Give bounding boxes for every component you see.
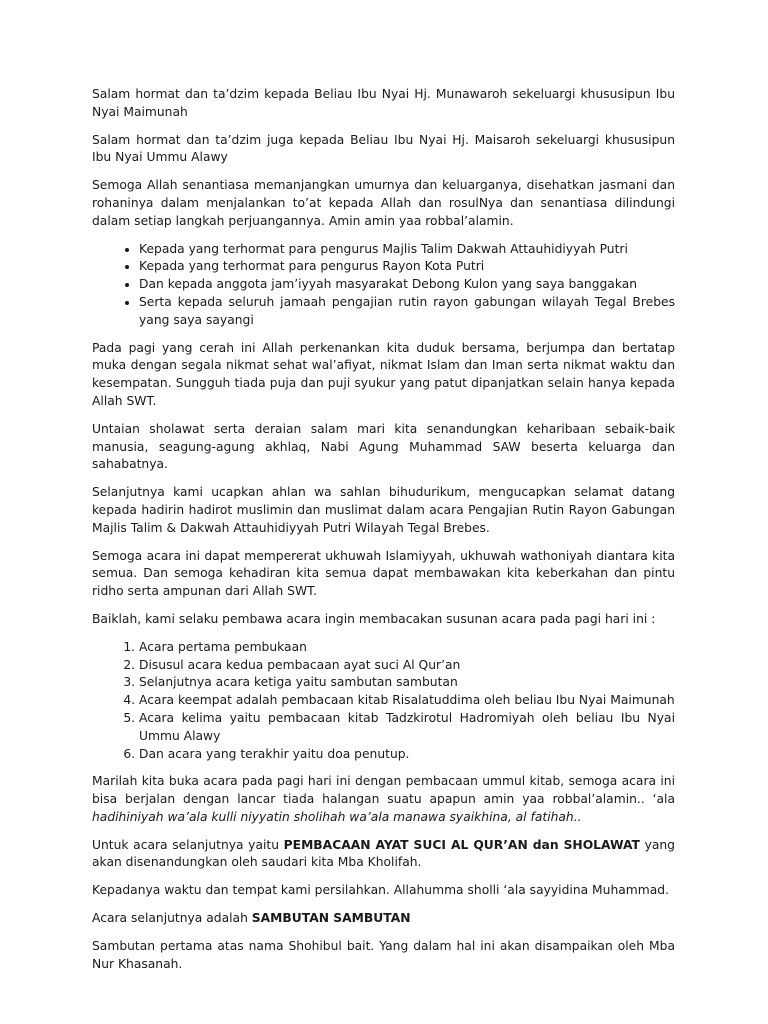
agenda-numbered-list: [92, 639, 675, 764]
agenda-item: 5. Acara kelima yaitu pembacaan kitab Tadzkirotul Hadromiyah oleh beliau Ibu Nyai Ummu Alawy: [139, 710, 675, 746]
audience-bullet-list: [92, 241, 675, 330]
agenda-intro-paragraph: Baiklah, kami selaku pembawa acara ingin membacakan susunan acara pada pagi hari ini :: [92, 611, 656, 626]
speeches-intro-bold: SAMBUTAN SAMBUTAN: [251, 911, 411, 926]
opening-text: Marilah kita buka acara pada pagi hari ini dengan pembacaan ummul kitab, semoga acara ini bisa berjalan dengan lancar tiada halangan suatu apapun amin yaa robbal’alamin.. ‘ala: [92, 774, 675, 807]
handover-paragraph: Kepadanya waktu dan tempat kami persilahkan. Allahumma sholli ‘ala sayyidina Muhammad.: [92, 883, 669, 898]
speeches-intro-paragraph: [92, 910, 675, 928]
next-reading-paragraph: [92, 837, 675, 873]
next-reading-bold: PEMBACAAN AYAT SUCI AL QUR’AN dan SHOLAWAT: [283, 837, 640, 852]
bullet-item: • Dan kepada anggota jam’iyyah masyarakat Debong Kulon yang saya banggakan: [139, 276, 675, 294]
body-paragraph: Selanjutnya kami ucapkan ahlan wa sahlan bihudurikum, mengucapkan selamat datang kepada hadirin hadirot muslimin dan muslimat dalam acara Pengajian Rutin Rayon Gabungan Majlis Talim & Dakwah Attauhidiyyah Putri Wilayah Tegal Brebes.: [92, 485, 675, 535]
opening-italic-text: hadihiniyah wa’ala kulli niyyatin sholihah wa’ala manawa syaikhina, al fatihah..: [92, 809, 582, 824]
agenda-item: 6. Dan acara yang terakhir yaitu doa penutup.: [139, 746, 675, 764]
next-reading-post: yang akan disenandungkan oleh saudari kita Mba Kholifah.: [92, 837, 675, 870]
greeting-paragraph: Salam hormat dan ta’dzim kepada Beliau Ibu Nyai Hj. Munawaroh sekeluargi khususipun Ibu Nyai Maimunah: [92, 87, 675, 119]
body-paragraph: Untaian sholawat serta deraian salam mari kita senandungkan keharibaan sebaik-baik manusia, seagung-agung akhlaq, Nabi Agung Muhammad SAW beserta keluarga dan sahabatnya.: [92, 421, 675, 472]
greeting-paragraph: Salam hormat dan ta’dzim juga kepada Beliau Ibu Nyai Hj. Maisaroh sekeluargi khususipun Ibu Nyai Ummu Alawy: [92, 132, 675, 165]
agenda-item: 4. Acara keempat adalah pembacaan kitab Risalatuddima oleh beliau Ibu Nyai Maimunah: [139, 692, 675, 710]
opening-paragraph: [92, 773, 675, 826]
first-speech-paragraph: Sambutan pertama atas nama Shohibul bait. Yang dalam hal ini akan disampaikan oleh Mba Nur Khasanah.: [92, 938, 675, 971]
next-reading-pre: Untuk acara selanjutnya yaitu: [92, 837, 284, 852]
bullet-item: • Kepada yang terhormat para pengurus Majlis Talim Dakwah Attauhidiyyah Putri: [139, 241, 675, 259]
bullet-item: • Serta kepada seluruh jamaah pengajian rutin rayon gabungan wilayah Tegal Brebes yang saya sayangi: [139, 294, 675, 330]
speeches-intro-pre: Acara selanjutnya adalah: [92, 911, 252, 926]
body-paragraph: Pada pagi yang cerah ini Allah perkenankan kita duduk bersama, berjumpa dan bertatap muka dengan segala nikmat sehat wal’afiyat, nikmat Islam dan Iman serta nikmat waktu dan kesempatan. Sungguh tiada puja dan puji syukur yang patut dipanjatkan selain hanya kepada Allah SWT.: [92, 340, 675, 408]
agenda-item: 1. Acara pertama pembukaan: [139, 639, 675, 657]
agenda-item: 2. Disusul acara kedua pembacaan ayat suci Al Qur’an: [139, 657, 675, 675]
agenda-item: 3. Selanjutnya acara ketiga yaitu sambutan sambutan: [139, 674, 675, 692]
prayer-paragraph: Semoga Allah senantiasa memanjangkan umurnya dan keluarganya, disehatkan jasmani dan rohaninya dalam menjalankan to’at kepada Allah dan rosulNya dan senantiasa dilindungi dalam setiap langkah perjuangannya. Amin amin yaa robbal’alamin.: [92, 178, 675, 228]
bullet-item: • Kepada yang terhormat para pengurus Rayon Kota Putri: [139, 258, 675, 276]
body-paragraph: Semoga acara ini dapat mempererat ukhuwah Islamiyyah, ukhuwah wathoniyah diantara kita semua. Dan semoga kehadiran kita semua dapat membawakan kita keberkahan dan pintu ridho serta ampunan dari Allah SWT.: [92, 548, 675, 599]
